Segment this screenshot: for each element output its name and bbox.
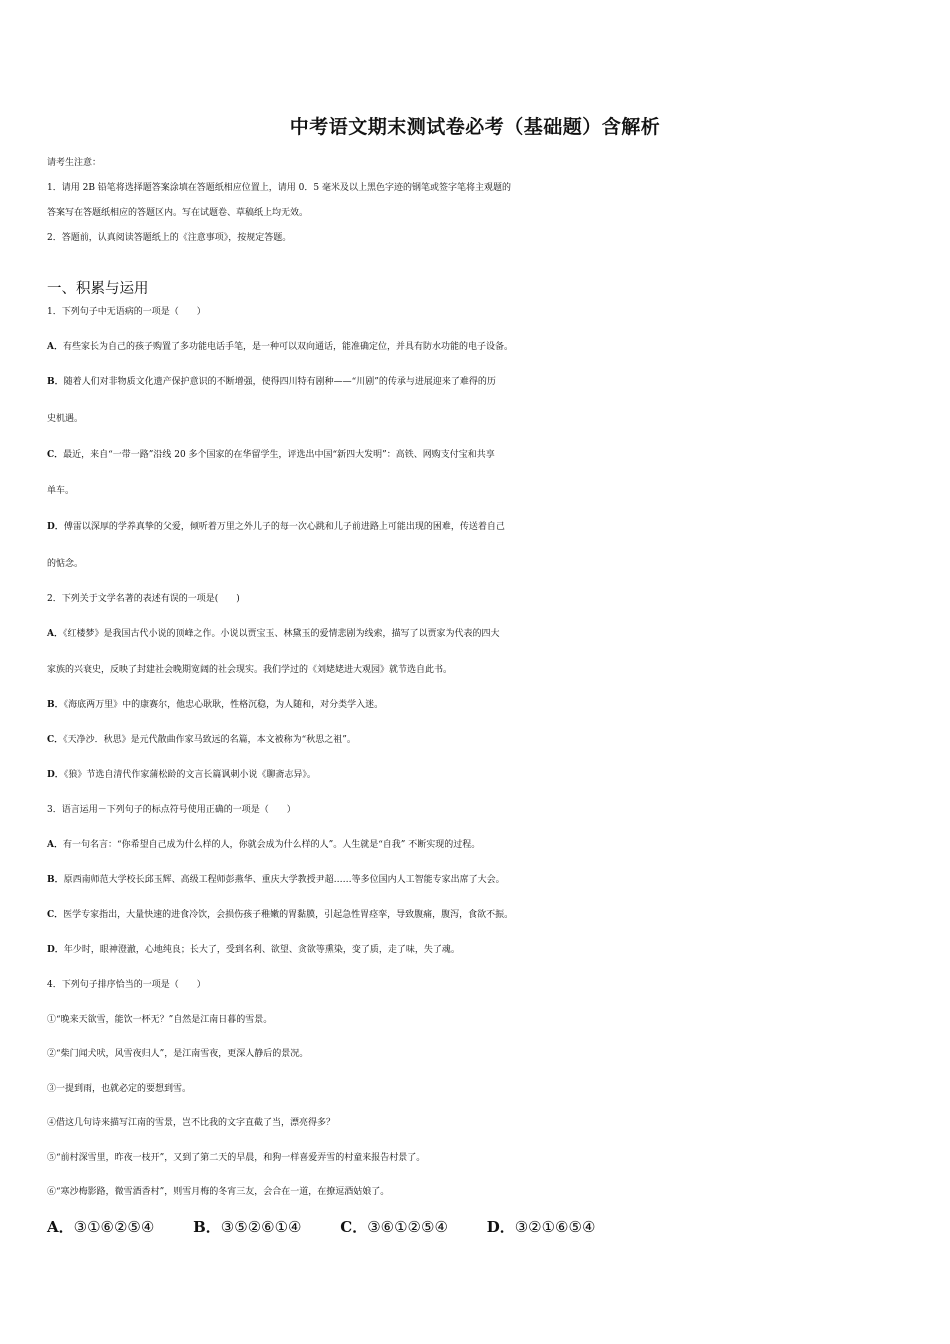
question-3-stem: 3．语言运用－下列句子的标点符号使用正确的一项是（ ） xyxy=(47,805,296,815)
question-2-option-c xyxy=(47,722,917,758)
question-2-option-a-cont: 家族的兴衰史，反映了封建社会晚期宽阔的社会现实。我们学过的《刘姥姥进大观园》就节选自此书。 xyxy=(47,665,453,675)
question-2-stem: 2．下列关于文学名著的表述有误的一项是( ) xyxy=(47,594,240,604)
option-text: 《红楼梦》是我国古代小说的顶峰之作。小说以贾宝玉、林黛玉的爱情悲剧为线索，描写了以贾家为代表的四大 xyxy=(62,629,500,639)
question-1-option-d xyxy=(47,509,917,545)
option-label: D． xyxy=(486,1218,515,1236)
question-1-option-b xyxy=(47,364,917,400)
notice-item-2: 2．答题前，认真阅读答题纸上的《注意事项》，按规定答题。 xyxy=(47,233,292,243)
question-2-option-d xyxy=(47,757,917,793)
option-text: 年少时，眼神澄澈，心地纯良；长大了，受到名利、欲望、贪欲等熏染，变了质，走了味，失了魂。 xyxy=(63,945,460,955)
question-4-option-d xyxy=(487,1209,596,1245)
question-3-option-b xyxy=(47,862,917,898)
option-text: 有一句名言：“你希望自己成为什么样的人，你就会成为什么样的人”。人生就是“自我” 不断实现的过程。 xyxy=(62,840,481,850)
option-text: 有些家长为自己的孩子购置了多功能电话手笔，是一种可以双向通话，能准确定位，并具有防水功能的电子设备。 xyxy=(62,342,513,352)
option-label: A． xyxy=(47,840,63,850)
question-3-option-c xyxy=(47,897,917,933)
question-4-sentence-6: ⑥“寒沙梅影路，微雪酒香村”，则雪月梅的冬宵三友，会合在一道，在撩逗酒姑娘了。 xyxy=(47,1187,390,1197)
option-label: B． xyxy=(47,377,64,387)
option-label: C． xyxy=(340,1218,368,1236)
question-2-option-a xyxy=(47,616,917,652)
option-text: ③⑤②⑥①④ xyxy=(220,1218,302,1236)
question-4-option-b xyxy=(193,1209,301,1245)
question-1-stem: 1．下列句子中无语病的一项是（ ） xyxy=(47,307,206,317)
question-3-option-a xyxy=(47,827,917,863)
option-text: 《海底两万里》中的康赛尔，他忠心耿耿，性格沉稳，为人随和，对分类学入迷。 xyxy=(63,700,384,710)
option-label: A． xyxy=(47,1218,74,1236)
option-text: 医学专家指出，大量快速的进食冷饮，会损伤孩子稚嫩的胃黏膜，引起急性胃痉挛，导致腹痛，腹泻，食欲不振。 xyxy=(63,910,514,920)
question-4-sentence-3: ③一提到雨，也就必定的要想到雪。 xyxy=(47,1084,192,1094)
option-label: B． xyxy=(47,875,64,885)
page-title: 中考语文期末测试卷必考（基础题）含解析 xyxy=(289,116,661,138)
notice-item-1-line-1: 1．请用 2B 铅笔将选择题答案涂填在答题纸相应位置上，请用 0．5 毫米及以上黑色字迹的钢笔或签字笔将主观题的 xyxy=(47,183,511,193)
option-label: C． xyxy=(47,450,64,460)
option-label: A． xyxy=(47,342,63,352)
option-label: A． xyxy=(47,629,63,639)
option-label: D． xyxy=(47,522,64,532)
notice-heading: 请考生注意： xyxy=(47,158,102,168)
option-text: 随着人们对非物质文化遗产保护意识的不断增强，使得四川特有剧种——“川剧”的传承与进展迎来了难得的历 xyxy=(63,377,496,387)
option-text: ③②①⑥⑤④ xyxy=(514,1218,596,1236)
option-text: 最近，来自“一带一路”沿线 20 多个国家的在华留学生，评选出中国“新四大发明”：高铁、网购支付宝和共享 xyxy=(63,450,495,460)
option-text: ③①⑥②⑤④ xyxy=(73,1218,155,1236)
question-4-sentence-2: ②“柴门闻犬吠，风雪夜归人”，是江南雪夜，更深人静后的景况。 xyxy=(47,1049,309,1059)
option-label: D． xyxy=(47,945,64,955)
question-4-option-c xyxy=(340,1209,448,1245)
option-text: ③⑥①②⑤④ xyxy=(367,1218,448,1236)
question-4-sentence-4: ④借这几句诗来描写江南的雪景，岂不比我的文字直截了当，漂亮得多？ xyxy=(47,1118,336,1128)
question-1-option-d-cont: 的惦念。 xyxy=(47,559,84,569)
option-label: B． xyxy=(47,700,64,710)
question-4-sentence-5: ⑤“前村深雪里，昨夜一枝开”，又到了第二天的早晨，和狗一样喜爱弄雪的村童来报告村景了。 xyxy=(47,1153,426,1163)
question-4-sentence-1: ①“晚来天欲雪，能饮一杯无？”自然是江南日暮的雪景。 xyxy=(47,1015,273,1025)
notice-item-1-line-2: 答案写在答题纸相应的答题区内。写在试题卷、草稿纸上均无效。 xyxy=(47,208,309,218)
question-4-options xyxy=(47,1209,917,1245)
option-label: C． xyxy=(47,735,64,745)
question-2-option-b xyxy=(47,687,917,723)
option-label: C． xyxy=(47,910,64,920)
section-title: 一、积累与运用 xyxy=(47,281,149,297)
question-1-option-b-cont: 史机遇。 xyxy=(47,414,84,424)
question-3-option-d xyxy=(47,932,917,968)
option-text: 《狼》节选自清代作家蒲松龄的文言长篇讽刺小说《聊斋志异》。 xyxy=(63,770,316,780)
option-label: D． xyxy=(47,770,64,780)
question-1-option-c xyxy=(47,437,917,473)
question-1-option-c-cont: 单车。 xyxy=(47,486,75,496)
question-1-option-a xyxy=(47,329,917,365)
option-text: 《天净沙．秋思》是元代散曲作家马致远的名篇，本文被称为“秋思之祖”。 xyxy=(63,735,356,745)
option-label: B． xyxy=(193,1218,221,1236)
option-text: 原西南师范大学校长邱玉辉、高级工程师彭燕华、重庆大学教授尹超……等多位国内人工智能专家出席了大会。 xyxy=(63,875,505,885)
option-text: 傅雷以深厚的学养真挚的父爱，倾听着万里之外儿子的每一次心跳和儿子前进路上可能出现的困难，传送着自己 xyxy=(63,522,505,532)
question-4-option-a xyxy=(47,1209,154,1245)
question-4-stem: 4．下列句子排序恰当的一项是（ ） xyxy=(47,980,206,990)
